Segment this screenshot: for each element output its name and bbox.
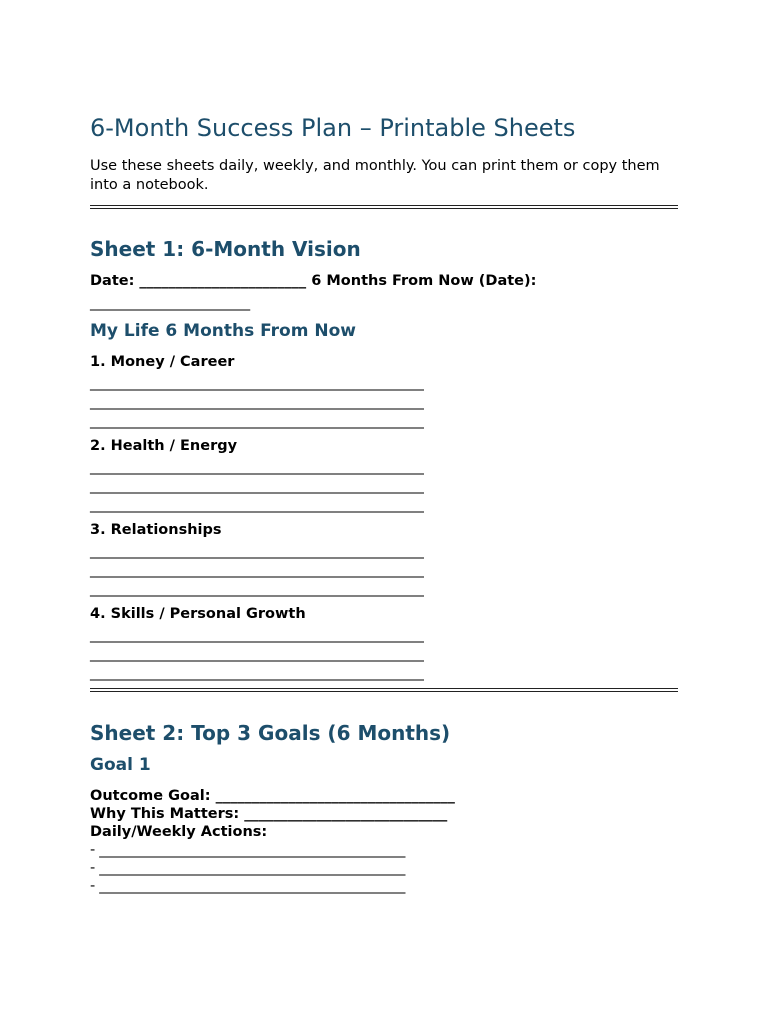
date-line: Date: _______________________ 6 Months From Now (Date): [90, 273, 537, 289]
action-line: - ____________________________________________ [90, 860, 406, 876]
actions-label: Daily/Weekly Actions: [90, 824, 268, 840]
write-line: ________________________________________________ [90, 497, 424, 513]
sheet1-heading: Sheet 1: 6-Month Vision [90, 237, 361, 261]
write-line: ________________________________________________ [90, 375, 424, 391]
section-divider [90, 205, 678, 209]
write-line: ________________________________________________ [90, 627, 424, 643]
write-line: ________________________________________________ [90, 413, 424, 429]
area-label-skills-growth: 4. Skills / Personal Growth [90, 606, 306, 622]
area-label-relationships: 3. Relationships [90, 522, 222, 538]
write-line: ________________________________________________ [90, 478, 424, 494]
action-line: - ____________________________________________ [90, 878, 406, 894]
area-label-health-energy: 2. Health / Energy [90, 438, 238, 454]
write-line: ________________________________________________ [90, 646, 424, 662]
outcome-goal-line: Outcome Goal: _________________________________ [90, 788, 455, 804]
why-matters-line: Why This Matters: ____________________________ [90, 806, 448, 822]
sheet2-heading: Sheet 2: Top 3 Goals (6 Months) [90, 721, 451, 745]
intro-text: Use these sheets daily, weekly, and monthly. You can print them or copy them into a notebook. [90, 158, 660, 193]
area-label-money-career: 1. Money / Career [90, 354, 235, 370]
action-line: - ____________________________________________ [90, 842, 406, 858]
section-divider [90, 688, 678, 692]
sheet1-subheading: My Life 6 Months From Now [90, 321, 356, 341]
write-line: ________________________________________________ [90, 543, 424, 559]
future-date-blank: _______________________ [90, 295, 250, 311]
document-title: 6-Month Success Plan – Printable Sheets [90, 114, 576, 142]
goal1-heading: Goal 1 [90, 755, 151, 775]
write-line: ________________________________________________ [90, 581, 424, 597]
write-line: ________________________________________________ [90, 459, 424, 475]
write-line: ________________________________________________ [90, 562, 424, 578]
write-line: ________________________________________________ [90, 665, 424, 681]
write-line: ________________________________________________ [90, 394, 424, 410]
